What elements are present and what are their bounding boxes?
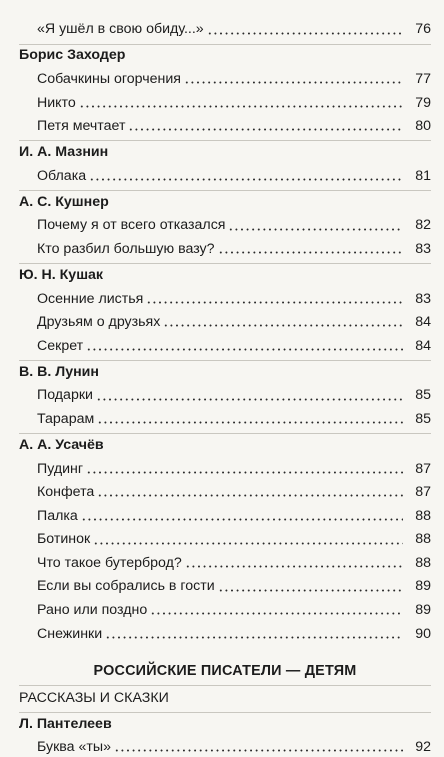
toc-entry[interactable] — [19, 479, 431, 503]
dot-leader — [105, 636, 403, 639]
entry-page: 76 — [403, 22, 431, 36]
entry-title: Если вы собрались в гости — [19, 579, 218, 593]
toc-entry[interactable] — [19, 550, 431, 574]
entry-page: 82 — [403, 218, 431, 232]
toc-entry[interactable] — [19, 382, 431, 406]
dot-leader — [218, 589, 403, 592]
entry-title: Буква «ты» — [19, 740, 114, 754]
toc-entry[interactable] — [19, 309, 431, 333]
toc-entry[interactable] — [19, 66, 431, 90]
toc-entry[interactable] — [19, 620, 431, 644]
author-heading — [19, 44, 431, 66]
toc-entry[interactable] — [19, 406, 431, 430]
entry-page: 81 — [403, 169, 431, 183]
toc-entry[interactable] — [19, 236, 431, 260]
dot-leader — [128, 128, 403, 131]
entry-title: Друзьям о друзьях — [19, 315, 163, 329]
entry-title: Пудинг — [19, 462, 86, 476]
entry-page: 87 — [403, 462, 431, 476]
toc-entry[interactable] — [19, 734, 431, 757]
entry-title: Что такое бутерброд? — [19, 556, 185, 570]
dot-leader — [150, 612, 403, 615]
toc-entry[interactable] — [19, 526, 431, 550]
entry-title: Собачкины огорчения — [19, 72, 184, 86]
toc-entry[interactable] — [19, 89, 431, 113]
author-heading — [19, 190, 431, 212]
toc-entry[interactable] — [19, 212, 431, 236]
dot-leader — [93, 542, 403, 545]
entry-title: Облака — [19, 169, 89, 183]
author-heading — [19, 433, 431, 455]
entry-page: 88 — [403, 532, 431, 546]
dot-leader — [86, 471, 403, 474]
entry-title: Никто — [19, 96, 79, 110]
entry-page: 79 — [403, 96, 431, 110]
author-name: А. А. Усачёв — [19, 436, 104, 453]
entry-page: 84 — [403, 315, 431, 329]
author-heading — [19, 140, 431, 162]
author-name: А. С. Кушнер — [19, 193, 109, 210]
toc-entry[interactable] — [19, 573, 431, 597]
author-name: В. В. Лунин — [19, 363, 99, 380]
dot-leader — [228, 228, 403, 231]
dot-leader — [114, 749, 403, 752]
toc-entry[interactable] — [19, 332, 431, 356]
toc-entry[interactable] — [19, 162, 431, 186]
toc-entry[interactable] — [19, 597, 431, 621]
entry-page: 80 — [403, 119, 431, 133]
dot-leader — [218, 251, 403, 254]
entry-page: 84 — [403, 339, 431, 353]
entry-page: 85 — [403, 388, 431, 402]
entry-title: Снежинки — [19, 627, 105, 641]
dot-leader — [96, 398, 403, 401]
entry-title: Тарарам — [19, 412, 97, 426]
author-heading — [19, 360, 431, 382]
toc-entry[interactable] — [19, 16, 431, 40]
author-heading — [19, 263, 431, 285]
entry-title: «Я ушёл в свою обиду...» — [19, 22, 207, 36]
entry-page: 77 — [403, 72, 431, 86]
entry-title: Петя мечтает — [19, 119, 128, 133]
entry-title: Подарки — [19, 388, 96, 402]
author-heading — [19, 712, 431, 734]
entry-page: 89 — [403, 579, 431, 593]
entry-title: Палка — [19, 509, 81, 523]
author-name: Ю. Н. Кушак — [19, 266, 104, 283]
entry-page: 88 — [403, 556, 431, 570]
entry-page: 92 — [403, 740, 431, 754]
dot-leader — [79, 105, 403, 108]
dot-leader — [89, 178, 403, 181]
dot-leader — [97, 421, 403, 424]
section-heading: РОССИЙСКИЕ ПИСАТЕЛИ — ДЕТЯМ — [93, 662, 357, 679]
toc-entry[interactable] — [19, 502, 431, 526]
toc-entry[interactable] — [19, 285, 431, 309]
entry-title: Кто разбил большую вазу? — [19, 242, 218, 256]
dot-leader — [81, 518, 403, 521]
author-name: Л. Пантелеев — [19, 715, 112, 732]
entry-title: Ботинок — [19, 532, 93, 546]
table-of-contents — [19, 16, 431, 757]
entry-page: 85 — [403, 412, 431, 426]
dot-leader — [184, 81, 403, 84]
entry-page: 87 — [403, 485, 431, 499]
entry-page: 83 — [403, 292, 431, 306]
entry-page: 88 — [403, 509, 431, 523]
entry-page: 89 — [403, 603, 431, 617]
dot-leader — [146, 301, 403, 304]
dot-leader — [207, 32, 403, 35]
entry-title: Осенние листья — [19, 292, 146, 306]
dot-leader — [86, 348, 403, 351]
entry-title: Секрет — [19, 339, 86, 353]
toc-entry[interactable] — [19, 113, 431, 137]
entry-title: Конфета — [19, 485, 97, 499]
entry-title: Рано или поздно — [19, 603, 150, 617]
author-name: Борис Заходер — [19, 47, 126, 64]
entry-page: 83 — [403, 242, 431, 256]
dot-leader — [97, 494, 403, 497]
subsection-heading: РАССКАЗЫ И СКАЗКИ — [19, 685, 431, 708]
entry-title: Почему я от всего отказался — [19, 218, 228, 232]
author-name: И. А. Мазнин — [19, 144, 109, 161]
dot-leader — [185, 565, 403, 568]
dot-leader — [163, 324, 403, 327]
toc-entry[interactable] — [19, 455, 431, 479]
entry-page: 90 — [403, 627, 431, 641]
